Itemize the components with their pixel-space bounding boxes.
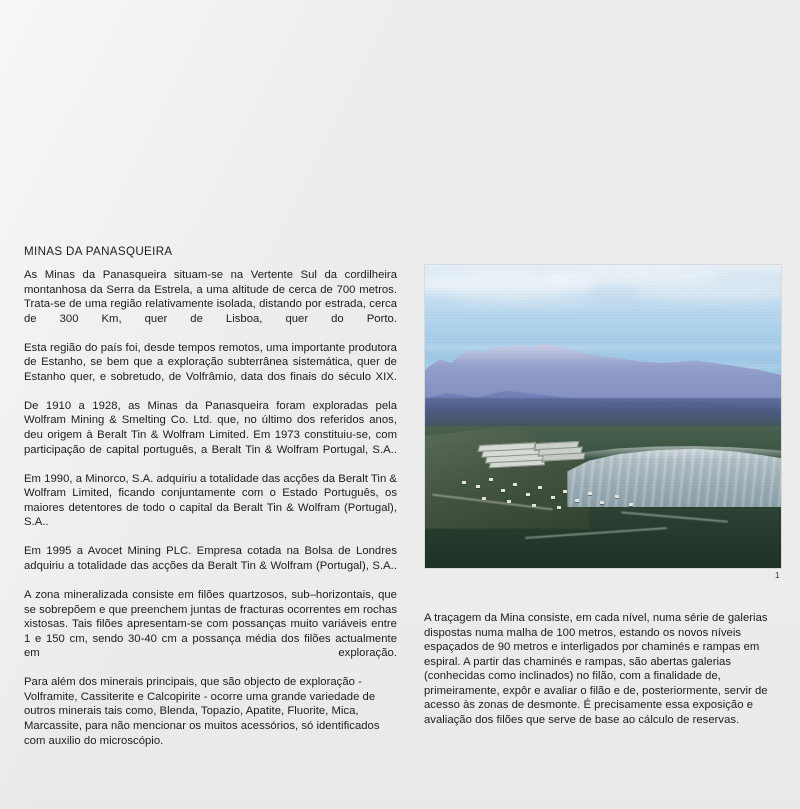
figure-number: 1: [775, 571, 780, 580]
left-text-column: [24, 268, 397, 763]
photo-grain-overlay: [425, 265, 781, 568]
paragraph: Esta região do país foi, desde tempos remotos, uma importante produtora de Estanho, se bem que a exploração subterrânea sistemática, quer de Estanho quer, e sobretudo, de Volfrâmio, data dos finais do século XIX.: [24, 341, 397, 383]
figure-photograph: [425, 265, 781, 580]
paragraph: Em 1995 a Avocet Mining PLC. Empresa cotada na Bolsa de Londres adquiriu a totalidade das acções da Beralt Tin & Wolfram (Portugal), S.A..: [24, 545, 397, 572]
paragraph: Em 1990, a Minorco, S.A. adquiriu a totalidade das acções da Beralt Tin & Wolfram Limited, ficando conjuntamente com o Estado Português, os maiores detentores de todo o capital da Beralt Tin & Wolfram (Portugal), S.A..: [24, 472, 397, 529]
page-title: MINAS DA PANASQUEIRA: [24, 245, 173, 258]
paragraph: A traçagem da Mina consiste, em cada nível, numa série de galerias dispostas numa malha de 100 metros, estando os novos níveis espaçados de 90 metros e interligados por chaminés e rampas em espiral. A partir das chaminés e rampas, são abertas galerias (conhecidas como inclinados) no filão, com a finalidade de, primeiramente, expôr e avaliar o filão e de, posteriormente, servir de acesso às zonas de desmonte. É precisamente essa exposição e avaliação dos filões que serve de base ao cálculo de reservas.: [424, 612, 768, 726]
paragraph: Para além dos minerais principais, que são objecto de exploração - Volframite, Cassiterite e Calcopirite - ocorre uma grande variedade de outros minerais tais como, Blenda, Topazio, Apatite, Fluorite, Mica, Marcassite, para não mencionar os muitos acessórios, só identificados com auxilio do microscópio.: [24, 676, 380, 747]
paragraph: A zona mineralizada consiste em filões quartzosos, sub–horizontais, que se sobrepõem e que preenchem juntas de fracturas ocorrentes em rochas xistosas. Tais filões apresentam-se com possanças muito variáveis entre 1 e 150 cm, sendo 30-40 cm a possança média dos filões actualmente em exploração.: [24, 589, 397, 660]
paragraph: As Minas da Panasqueira situam-se na Vertente Sul da cordilheira montanhosa da Serra da Estrela, a uma altitude de cerca de 700 metros. Trata-se de uma região relativamente isolada, distando por estrada, cerca de 300 Km, quer de Lisboa, quer do Porto.: [24, 269, 397, 325]
photograph-image: [425, 265, 781, 568]
right-text-column: [424, 611, 782, 742]
paragraph: De 1910 a 1928, as Minas da Panasqueira foram exploradas pela Wolfram Mining & Smelting Co. Ltd. que, no último dos referidos anos, deu origem à Beralt Tin & Wolfram Limited. Em 1973 constituiu-se, com participação de capital português, a Beralt Tin & Wolfram Portugal, S.A..: [24, 399, 397, 456]
